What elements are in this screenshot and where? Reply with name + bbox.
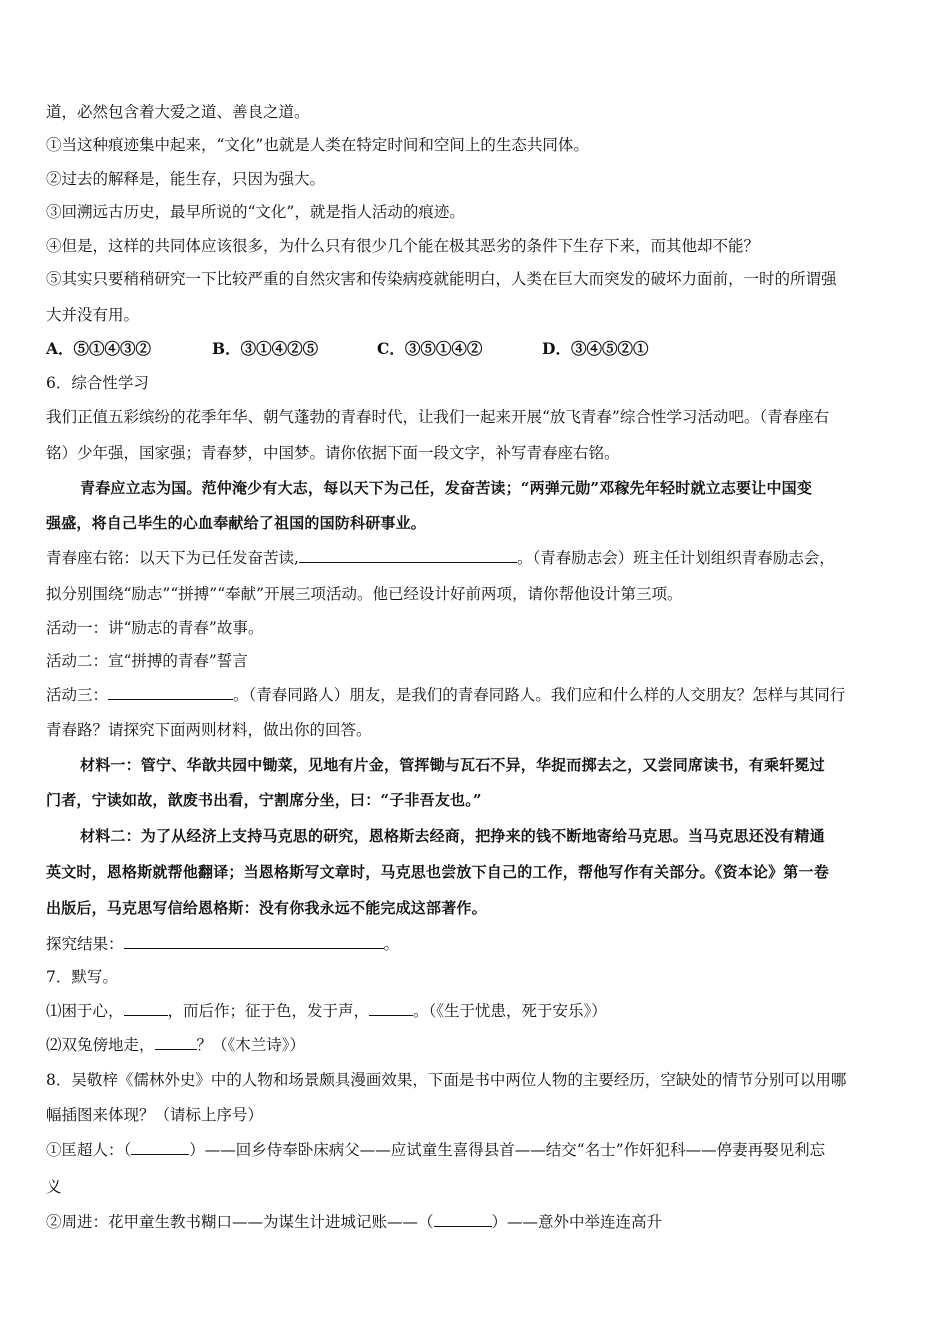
q6-title: 6．综合性学习 <box>46 374 149 392</box>
q6-material-1b: 门者，宁读如故，歆废书出看，宁割席分坐，曰：“子非吾友也。” <box>46 791 482 809</box>
q8-line-2: 幅插图来体现？（请标上序号） <box>46 1106 264 1124</box>
q5-option-a[interactable]: A．⑤①④③② <box>46 339 152 358</box>
motto-answer-blank[interactable] <box>299 547 517 563</box>
q5-option-c[interactable]: C．③⑤①④② <box>377 339 483 358</box>
q6-result-line <box>46 933 399 955</box>
q6-material-2a: 材料二：为了从经济上支持马克思的研究，恩格斯去经商，把挣来的钱不断地寄给马克思。当马克思还没有精通 <box>80 827 825 845</box>
result-prefix: 探究结果： <box>46 935 124 953</box>
q5-sentence-2: ②过去的解释是，能生存，只因为强大。 <box>46 170 326 188</box>
q6-material-2c: 出版后，马克思写信给恩格斯：没有你我永远不能完成这部著作。 <box>46 899 487 917</box>
q6-paragraph-2: 强盛，将自己毕生的心血奉献给了祖国的国防科研事业。 <box>46 514 427 532</box>
q6-activity-3-line <box>46 684 845 706</box>
q6-material-1a: 材料一：管宁、华歆共园中锄菜，见地有片金，管挥锄与瓦石不异，华捉而掷去之，又尝同席读书，有乘轩冕过 <box>80 756 825 774</box>
q7-l2-part-a: ⑵双兔傍地走， <box>46 1036 155 1054</box>
motto-suffix: 。（青春励志会）班主任计划组织青春励志会， <box>516 549 835 567</box>
q7-line-1 <box>46 1000 607 1022</box>
q8-item-2-part-a: ②周进：花甲童生教书糊口——为谋生计进城记账——（ <box>46 1213 434 1231</box>
q6-activity-3-line-2: 青春路？请探究下面两则材料，做出你的回答。 <box>46 721 372 739</box>
q6-activity-2: 活动二：宣“拼搏的青春”誓言 <box>46 652 248 670</box>
q5-sentence-1: ①当这种痕迹集中起来，“文化”也就是人类在特定时间和空间上的生态共同体。 <box>46 136 589 154</box>
q8-item-2 <box>46 1211 662 1233</box>
q6-paragraph-1: 青春应立志为国。范仲淹少有大志，每以天下为己任，发奋苦读；“两弹元勋”邓稼先年轻时就立志要让中国变 <box>80 479 813 497</box>
q5-sentence-5a: ⑤其实只要稍稍研究一下比较严重的自然灾害和传染病疫就能明白，人类在巨大而突发的破坏力面前，一时的所谓强 <box>46 270 837 288</box>
q7-blank-3[interactable] <box>155 1034 197 1050</box>
activity-3-answer-blank[interactable] <box>108 684 233 700</box>
q7-l1-part-c: 。（《生于忧患，死于安乐》） <box>413 1002 607 1020</box>
result-suffix: 。 <box>383 935 400 953</box>
q6-intro-2: 铭）少年强，国家强；青春梦，中国梦。请你依据下面一段文字，补写青春座右铭。 <box>46 444 620 462</box>
activity-3-suffix: 。（青春同路人）朋友，是我们的青春同路人。我们应和什么样的人交朋友？怎样与其同行 <box>233 686 846 704</box>
q8-item-1-part-a: ①匡超人：（ <box>46 1141 132 1159</box>
q5-line-1: 道，必然包含着大爱之道、善良之道。 <box>46 103 310 121</box>
q7-l1-part-b: ，而后作；征于色，发于声， <box>167 1002 370 1020</box>
q8-item-1 <box>46 1139 825 1161</box>
q8-item-2-part-b: ）——意外中举连连高升 <box>491 1213 663 1231</box>
q7-l2-part-b: ？（《木兰诗》） <box>196 1036 306 1054</box>
q6-plan: 拟分别围绕“励志”“拼搏”“奉献”开展三项活动。他已经设计好前两项，请你帮他设计第三项。 <box>46 585 683 603</box>
q8-item-1-part-b: ）——回乡侍奉卧床病父——应试童生喜得县首——结交“名士”作奸犯科——停妻再娶见利忘 <box>189 1141 826 1159</box>
q7-blank-1[interactable] <box>124 1000 168 1016</box>
q8-item-1-cont: 义 <box>46 1178 62 1196</box>
q6-intro-1: 我们正值五彩缤纷的花季年华、朝气蓬勃的青春时代，让我们一起来开展“放飞青春”综合性学习活动吧。（青春座右 <box>46 408 830 426</box>
q6-activity-1: 活动一：讲“励志的青春”故事。 <box>46 619 264 637</box>
q5-option-d[interactable]: D．③④⑤②① <box>542 339 649 358</box>
q5-option-b[interactable]: B．③①④②⑤ <box>212 339 319 358</box>
q8-blank-1[interactable] <box>131 1139 189 1155</box>
q6-motto-line <box>46 547 835 569</box>
q8-line-1: 8．吴敬梓《儒林外史》中的人物和场景颇具漫画效果，下面是书中两位人物的主要经历，空缺处的情节分别可以用哪 <box>46 1071 847 1089</box>
q5-sentence-3: ③回溯远古历史，最早所说的“文化”，就是指人活动的痕迹。 <box>46 203 465 221</box>
q7-title: 7．默写。 <box>46 968 118 986</box>
q6-material-2b: 英文时，恩格斯就帮他翻译；当恩格斯写文章时，马克思也尝放下自己的工作，帮他写作有关部分。《资本论》第一卷 <box>46 863 829 881</box>
q5-sentence-4: ④但是，这样的共同体应该很多，为什么只有很少几个能在极其恶劣的条件下生存下来，而其他却不能？ <box>46 237 760 255</box>
motto-prefix: 青春座右铭：以天下为已任发奋苦读, <box>46 549 299 567</box>
result-answer-blank[interactable] <box>124 933 384 949</box>
q5-sentence-5b: 大并没有用。 <box>46 306 140 324</box>
q7-blank-2[interactable] <box>369 1000 413 1016</box>
q7-line-2 <box>46 1034 305 1056</box>
activity-3-prefix: 活动三： <box>46 686 109 704</box>
q8-blank-2[interactable] <box>434 1211 492 1227</box>
q7-l1-part-a: ⑴困于心， <box>46 1002 124 1020</box>
